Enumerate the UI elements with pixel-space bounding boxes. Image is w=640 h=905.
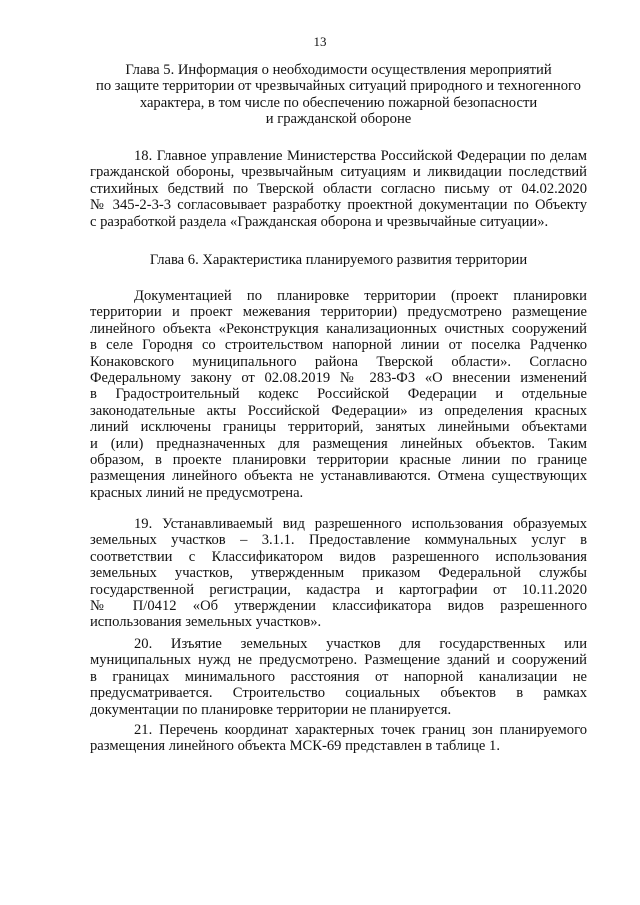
paragraph-line: линий исключены границы территорий, занятых линейными объектами: [90, 419, 587, 436]
chapter-6-heading: [90, 252, 587, 268]
chapter-5-heading-line: Глава 5. Информация о необходимости осуществления мероприятий: [125, 62, 552, 78]
paragraph-line: 20. Изъятие земельных участков для государственных или: [134, 636, 587, 652]
paragraph-line: линейного объекта «Реконструкция канализационных очистных сооружений: [90, 320, 587, 337]
paragraph-line: красных линий не предусмотрена.: [90, 484, 304, 501]
paragraph-documentation: [90, 288, 587, 501]
paragraph-line: в селе Городня со строительством напорной линии от поселка Радченко: [90, 337, 587, 354]
paragraph-line: предусматривается. Строительство социальных объектов в рамках: [90, 685, 587, 702]
paragraph-line: гражданской обороны, чрезвычайным ситуациям и ликвидации последствий: [90, 164, 587, 181]
paragraph-line: законодательные акты Российской Федерации» из определения красных: [90, 402, 587, 419]
paragraph-line: Федеральному закону от 02.08.2019 № 283-ФЗ «О внесении изменений: [90, 370, 587, 387]
paragraph-18: [90, 148, 587, 230]
paragraph-line: территории и проект межевания территории) предусмотрено размещение: [90, 304, 587, 321]
paragraph-20: [90, 636, 587, 718]
paragraph-line: в Градостроительный кодекс Российской Федерации и отдельные: [90, 386, 587, 403]
paragraph-line: документации по планировке территории не планируется.: [90, 701, 452, 718]
paragraph-line: № П/0412 «Об утверждении классификатора видов разрешенного: [90, 598, 587, 615]
chapter-6-heading-line: Глава 6. Характеристика планируемого развития территории: [149, 252, 528, 268]
page-number: 13: [313, 34, 327, 49]
paragraph-line: земельных участков – 3.1.1. Предоставление коммунальных услуг в: [90, 532, 587, 549]
paragraph-line: муниципальных нужд не предусмотрено. Размещение зданий и сооружений: [90, 652, 587, 669]
chapter-5-heading-line: характера, в том числе по обеспечению пожарной безопасности: [139, 94, 538, 111]
paragraph-line: соответствии с Классификатором видов разрешенного использования: [90, 548, 587, 565]
paragraph-line: использования земельных участков».: [90, 614, 322, 631]
paragraph-line: земельных участков, утвержденным приказом Федеральной службы: [90, 565, 587, 582]
paragraph-line: с разработкой раздела «Гражданская оборона и чрезвычайные ситуации».: [90, 213, 549, 230]
paragraph-19: [90, 516, 587, 631]
paragraph-line: № 345-2-3-3 согласовывает разработку проектной документации по Объекту: [90, 197, 587, 214]
paragraph-line: размещения линейного объекта МСК-69 представлен в таблице 1.: [90, 738, 500, 755]
paragraph-line: 21. Перечень координат характерных точек границ зон планируемого: [134, 722, 587, 738]
paragraph-line: государственной регистрации, кадастра и картографии от 10.11.2020: [90, 581, 587, 598]
paragraph-21: [90, 722, 587, 755]
paragraph-line: Документацией по планировке территории (проект планировки: [134, 288, 587, 304]
paragraph-line: размещения линейного объекта не устанавливаются. Отмена существующих: [90, 468, 587, 485]
paragraph-line: Конаковского муниципального района Тверской области». Согласно: [90, 353, 587, 370]
chapter-5-heading: [90, 62, 587, 128]
paragraph-line: и (или) предназначенных для размещения линейных объектов. Таким: [90, 435, 587, 452]
chapter-5-heading-line: по защите территории от чрезвычайных ситуаций природного и техногенного: [96, 78, 581, 95]
paragraph-line: образом, в проекте планировки территории красные линии по границе: [90, 452, 587, 469]
chapter-5-heading-line: и гражданской обороне: [265, 111, 412, 128]
paragraph-line: стихийных бедствий по Тверской области согласно письму от 04.02.2020: [90, 180, 587, 197]
paragraph-line: 18. Главное управление Министерства Российской Федерации по делам: [134, 148, 587, 164]
paragraph-line: в границах минимального расстояния от напорной канализации не: [90, 668, 587, 685]
paragraph-line: 19. Устанавливаемый вид разрешенного использования образуемых: [134, 516, 587, 532]
